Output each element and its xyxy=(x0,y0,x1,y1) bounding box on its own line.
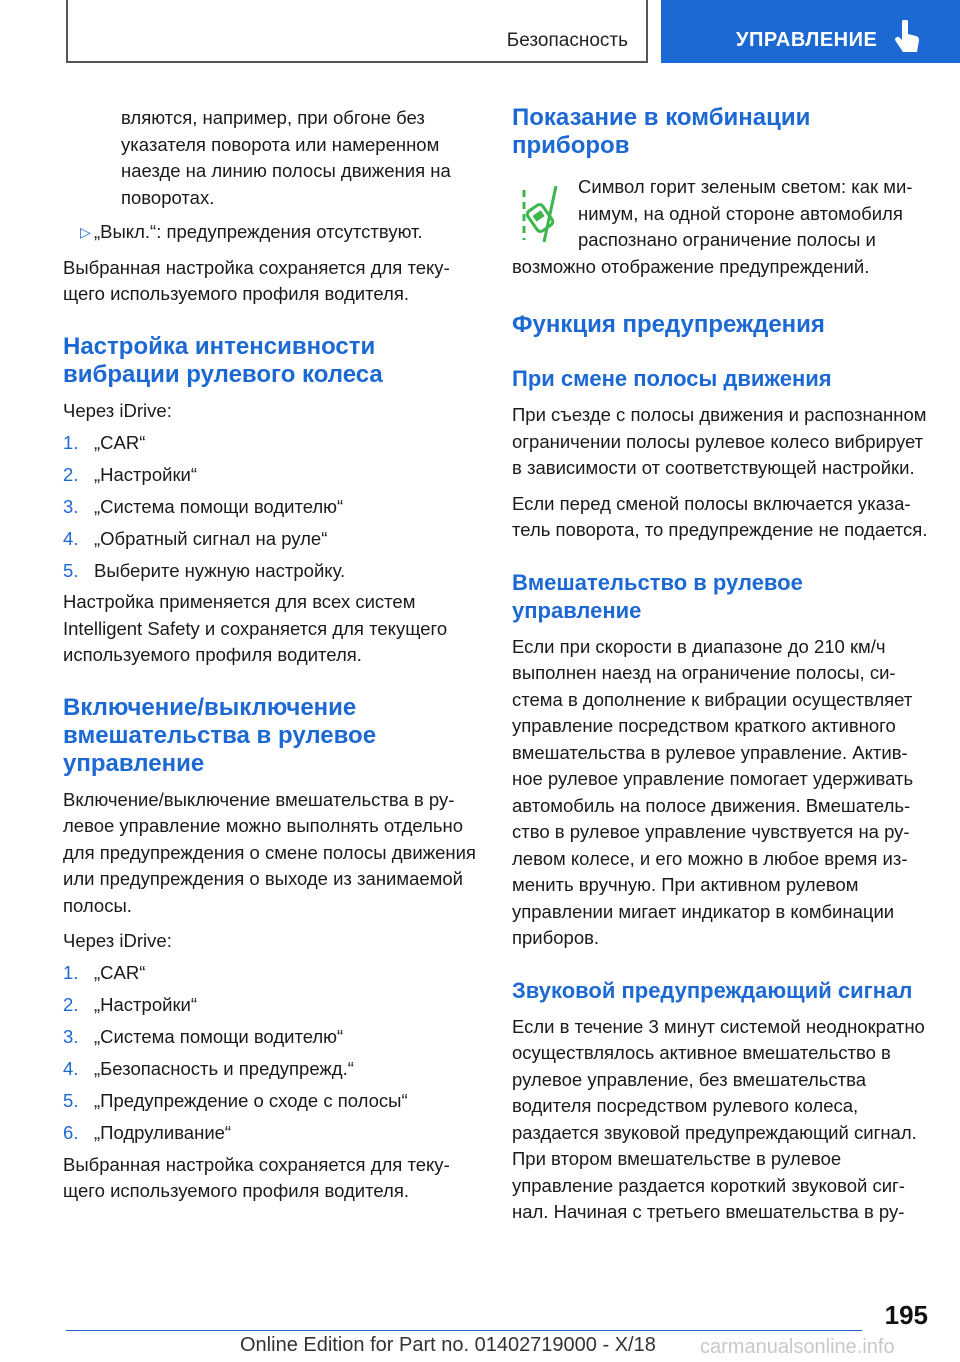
heading-warning-function: Функция предупреждения xyxy=(512,311,825,338)
heading-steering-intervention: Вмешательство в рулевое управление xyxy=(512,569,803,623)
page-number: 195 xyxy=(884,1300,928,1330)
paragraph: Выбранная настройка сохраняется для текущего используемого профиля водителя. xyxy=(63,256,450,304)
list-item xyxy=(63,526,483,553)
header-section-label: Безопасность xyxy=(506,30,628,51)
watermark: carmanualsonline.info xyxy=(700,1336,895,1358)
step-text: „Безопасность и предупрежд.“ xyxy=(94,1058,354,1079)
via-idrive-label: Через iDrive: xyxy=(63,399,172,421)
list-item xyxy=(63,219,483,246)
symbol-description xyxy=(512,174,932,254)
footer-divider xyxy=(66,1330,862,1331)
step-text: „Настройки“ xyxy=(94,994,198,1015)
step-number: 1. xyxy=(63,431,79,453)
steps-list-2 xyxy=(63,960,483,1147)
arrow-item-text: „Выкл.“: предупреждения отсутствуют. xyxy=(94,221,423,242)
step-number: 3. xyxy=(63,495,79,517)
paragraph: Если в течение 3 минут системой неоднократно осуществлялось активное вмешательство в рулевое управление, без вмешательства водителя посредством рулевого колеса, раздается звуковой предупреждающий сигнал. При втором вмешательстве в рулевое управление раздается короткий звуковой сигнал. Начиная с третьего вмешательства в ру- xyxy=(512,1015,925,1222)
list-item xyxy=(63,1024,483,1051)
step-text: „Система помощи водителю“ xyxy=(94,495,344,517)
list-item xyxy=(63,1056,483,1083)
symbol-text: Символ горит зеленым светом: как минимум, на одной стороне автомобиля распознано ограничение полосы и xyxy=(578,176,913,250)
header-chapter-tab xyxy=(661,0,960,63)
step-number: 5. xyxy=(63,559,79,581)
footer-edition: Online Edition for Part no. 01402719000 - X/18 xyxy=(240,1334,656,1356)
heading-vibration: Настройка интенсивности вибрации рулевого колеса xyxy=(63,332,383,388)
step-text: „Подруливание“ xyxy=(94,1122,232,1143)
step-number: 3. xyxy=(63,1026,79,1047)
list-item xyxy=(63,1120,483,1147)
via-idrive-label: Через iDrive: xyxy=(63,930,172,951)
list-item xyxy=(63,558,483,585)
triangle-right-icon: ▷ xyxy=(80,224,91,240)
step-text: „CAR“ xyxy=(94,431,146,453)
step-text: „Система помощи водителю“ xyxy=(94,1026,344,1047)
intro-text: вляются, например, при обгоне без указателя поворота или намеренном наезде на линию полосы движения на поворотах. xyxy=(121,107,451,208)
step-text: „Предупреждение о сходе с полосы“ xyxy=(94,1090,408,1111)
step-number: 2. xyxy=(63,994,79,1015)
left-column xyxy=(63,105,483,1205)
hand-pointer-icon xyxy=(893,20,923,56)
step-number: 5. xyxy=(63,1090,79,1111)
list-item xyxy=(63,462,483,489)
step-text: „Настройки“ xyxy=(94,463,198,485)
step-number: 4. xyxy=(63,527,79,549)
symbol-text-continued: возможно отображение предупреждений. xyxy=(512,255,870,277)
heading-instrument-display: Показание в комбинации приборов xyxy=(512,104,811,159)
steps-list-1 xyxy=(63,430,483,585)
paragraph: Если перед сменой полосы включается указатель поворота, то предупреждение не подается. xyxy=(512,492,928,540)
list-item xyxy=(63,960,483,987)
step-number: 6. xyxy=(63,1122,79,1143)
header-chapter-label: УПРАВЛЕНИЕ xyxy=(736,29,878,51)
list-item xyxy=(63,992,483,1019)
list-item xyxy=(63,1088,483,1115)
paragraph: Настройка применяется для всех систем Intelligent Safety и сохраняется для текущего используемого профиля водителя. xyxy=(63,591,448,665)
list-item xyxy=(63,430,483,457)
step-number: 1. xyxy=(63,962,79,983)
paragraph: При съезде с полосы движения и распознанном ограничении полосы рулевое колесо вибрирует в зависимости от соответствующей настройки. xyxy=(512,404,927,478)
right-column xyxy=(512,104,932,1226)
step-text: „Обратный сигнал на руле“ xyxy=(94,527,328,549)
header-section-tab xyxy=(66,0,648,63)
lane-departure-icon xyxy=(516,184,564,244)
step-number: 2. xyxy=(63,463,79,485)
paragraph: Если при скорости в диапазоне до 210 км/ч выполнен наезд на ограничение полосы, система в дополнение к вибрации осуществляет управление посредством краткого активного вмешательства в рулевое управление. Активное рулевое управление помогает удерживать автомобиль на полосе движения. Вмешательство в рулевое управление чувствуется на рулевом колесе, и его можно в любое время изменить вручную. При активном рулевом управлении мигает индикатор в комбинации приборов. xyxy=(512,635,914,948)
list-item xyxy=(63,494,483,521)
step-number: 4. xyxy=(63,1058,79,1079)
step-text: Выберите нужную настройку. xyxy=(94,559,346,581)
step-text: „CAR“ xyxy=(94,962,146,983)
heading-toggle-intervention: Включение/выключение вмешательства в рулевое управление xyxy=(63,693,377,777)
paragraph: Выбранная настройка сохраняется для текущего используемого профиля водителя. xyxy=(63,1153,450,1201)
paragraph: Включение/выключение вмешательства в рулевое управление можно выполнять отдельно для предупреждения о смене полосы движения или предупреждения о выходе из занимаемой полосы. xyxy=(63,788,476,916)
heading-acoustic-warning: Звуковой предупреждающий сигнал xyxy=(512,977,913,1003)
heading-lane-change: При смене полосы движения xyxy=(512,366,832,391)
